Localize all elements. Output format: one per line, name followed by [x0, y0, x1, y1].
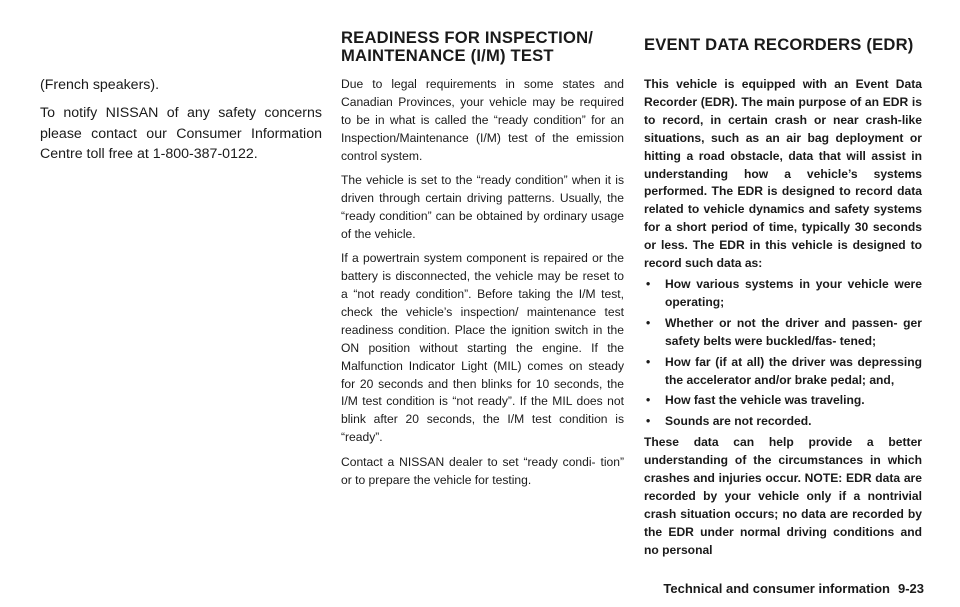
list-item: • Sounds are not recorded. [644, 413, 922, 431]
page-footer [663, 581, 924, 596]
bullet-icon: • [646, 414, 651, 429]
bullet-icon: • [646, 276, 651, 291]
page-number: 9-23 [897, 581, 924, 596]
footer-section-title: Technical and consumer information [663, 581, 890, 596]
im-test-body [341, 76, 624, 496]
im-paragraph: If a powertrain system component is repaired or the battery is disconnected, the vehicle may be reset to a “not ready condition”. Before taking the I/M test, check the vehicle’s inspection/ maintenance test readiness condition. Place the ignition switch in the ON position without starting the engine. If the Malfunction Indicator Light (MIL) comes on steady for 20 seconds and then blinks for 10 seconds, the I/M test condition is “not ready”. If the MIL does not blink after 20 seconds, the I/M test condition is “ready”. [341, 251, 624, 445]
im-paragraph: Contact a NISSAN dealer to set “ready condi- tion” or to prepare the vehicle for testing. [341, 454, 624, 487]
im-paragraph: The vehicle is set to the “ready condition” when it is driven through certain driving patterns. Usually, the “ready condition” can be obtained by ordinary usage of the vehicle. [341, 173, 624, 241]
list-item: • How fast the vehicle was traveling. [644, 392, 922, 410]
bullet-icon: • [646, 315, 651, 330]
consumer-centre-paragraph: To notify NISSAN of any safety concerns please contact our Consumer Information Centre toll free at 1-800-387-0122. [40, 105, 322, 162]
bullet-icon: • [646, 393, 651, 408]
edr-heading: EVENT DATA RECORDERS (EDR) [644, 35, 914, 54]
french-speakers-text: (French speakers). [40, 77, 160, 93]
edr-intro: This vehicle is equipped with an Event Data Recorder (EDR). The main purpose of an EDR is to record, in certain crash or near crash-like situations, such as an air bag deployment or hitting a road obstacle, data that will assist in understanding how a vehicle’s systems performed. The EDR is designed to record data related to vehicle dynamics and safety systems for a short period of time, typically 30 seconds or less. The EDR in this vehicle is designed to record such data as: [644, 77, 922, 271]
im-paragraph: Due to legal requirements in some states and Canadian Provinces, your vehicle may be required to be in what is called the “ready condition” for an Inspection/Maintenance (I/M) test of the emission control system. [341, 77, 624, 163]
edr-bullet-list [644, 276, 922, 431]
edr-closing: These data can help provide a better understanding of the circumstances in which crashes and injuries occur. NOTE: EDR data are recorded by your vehicle only if a nontrivial crash situation occurs; no data are recorded by the EDR under normal driving conditions and no personal [644, 435, 922, 557]
list-item: • How far (if at all) the driver was depressing the accelerator and/or brake pedal; and, [646, 354, 922, 387]
edr-body [644, 76, 922, 563]
list-item: • Whether or not the driver and passen- ger safety belts were buckled/fas- tened; [646, 315, 922, 348]
im-test-heading [341, 29, 631, 65]
im-heading-line2: MAINTENANCE (I/M) TEST [341, 46, 554, 65]
list-item: • How various systems in your vehicle were operating; [646, 276, 922, 309]
bullet-icon: • [646, 354, 651, 369]
im-heading-line1: READINESS FOR INSPECTION/ [341, 28, 594, 47]
